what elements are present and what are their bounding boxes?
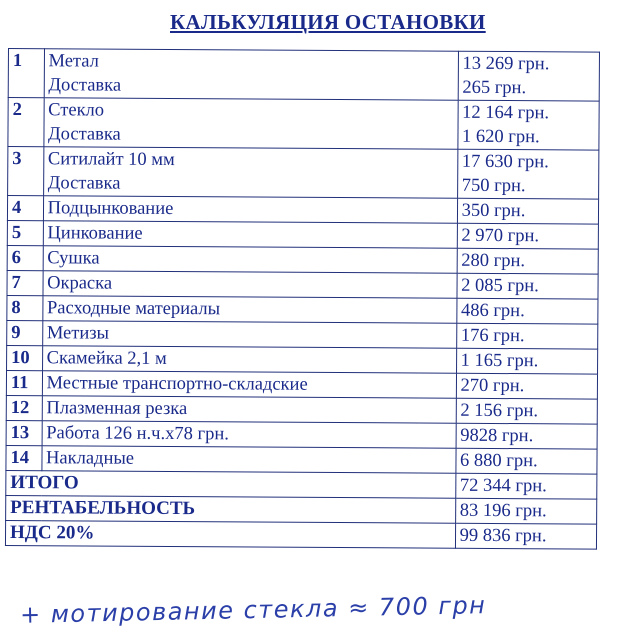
item-cell bbox=[42, 296, 456, 324]
cost-cell bbox=[456, 373, 598, 399]
cost-value: 265 грн. bbox=[462, 77, 527, 99]
table-row bbox=[7, 220, 598, 249]
item-label: Плазменная резка bbox=[46, 398, 188, 420]
table-row bbox=[6, 395, 597, 424]
item-cell bbox=[43, 271, 457, 299]
row-number: 11 bbox=[6, 370, 42, 395]
table-row bbox=[7, 295, 598, 324]
cost-cell bbox=[457, 198, 599, 224]
cost-value: 17 630 грн. bbox=[461, 151, 549, 173]
item-label: Ситилайт 10 мм bbox=[47, 149, 175, 171]
item-label: Работа 126 н.ч.х78 грн. bbox=[46, 423, 229, 445]
row-number: 5 bbox=[7, 220, 43, 245]
row-number: 2 bbox=[8, 98, 44, 147]
item-cell bbox=[42, 446, 456, 474]
cost-value: 12 164 грн. bbox=[462, 102, 550, 124]
item-label: Стекло bbox=[48, 100, 105, 121]
cost-cell bbox=[457, 223, 599, 249]
item-cell bbox=[42, 321, 456, 349]
item-cell bbox=[44, 49, 458, 101]
row-number: 8 bbox=[7, 295, 43, 320]
item-label: Цинкование bbox=[47, 223, 143, 244]
cost-cell bbox=[457, 248, 599, 274]
table-row bbox=[6, 445, 597, 474]
table-row bbox=[7, 345, 598, 374]
item-cell bbox=[42, 396, 456, 424]
item-label: Метизы bbox=[46, 323, 110, 344]
cost-cell bbox=[456, 348, 598, 374]
cost-cell bbox=[456, 398, 598, 424]
item-cell bbox=[42, 371, 456, 399]
table-body bbox=[5, 49, 599, 550]
total-label: НДС 20% bbox=[5, 520, 455, 548]
item-cell bbox=[42, 421, 456, 449]
total-value: 83 196 грн. bbox=[455, 498, 597, 524]
cost-cell bbox=[456, 423, 598, 449]
total-value: 99 836 грн. bbox=[455, 523, 597, 549]
cost-cell bbox=[456, 323, 598, 349]
cost-value: 486 грн. bbox=[460, 300, 525, 322]
row-number: 4 bbox=[7, 196, 43, 221]
table-row bbox=[7, 320, 598, 349]
total-label: РЕНТАБЕЛЬНОСТЬ bbox=[6, 495, 456, 523]
cost-value: 176 грн. bbox=[460, 325, 525, 347]
item-label: Окраска bbox=[47, 273, 113, 294]
cost-cell bbox=[457, 149, 599, 199]
document-title: КАЛЬКУЛЯЦИЯ ОСТАНОВКИ bbox=[170, 10, 486, 34]
row-number: 7 bbox=[7, 270, 43, 295]
calculation-table bbox=[5, 48, 600, 550]
cost-value: 6 880 грн. bbox=[460, 450, 538, 472]
cost-value: 9828 грн. bbox=[460, 425, 534, 447]
row-number: 6 bbox=[7, 245, 43, 270]
total-row bbox=[6, 495, 597, 524]
cost-value: 350 грн. bbox=[461, 200, 526, 222]
cost-cell bbox=[457, 273, 599, 299]
item-label: Скамейка 2,1 м bbox=[46, 348, 167, 369]
total-label: ИТОГО bbox=[6, 470, 456, 498]
row-number: 9 bbox=[7, 320, 43, 345]
table-row bbox=[8, 147, 599, 200]
handwritten-note: + мотирование стекла ≈ 700 грн bbox=[19, 591, 487, 629]
item-label: Подцынкование bbox=[47, 198, 174, 220]
item-label: Местные транспортно-складские bbox=[46, 373, 308, 395]
row-number: 3 bbox=[8, 147, 44, 196]
item-cell bbox=[43, 98, 457, 150]
row-number: 1 bbox=[8, 49, 44, 98]
cost-value: 1 620 грн. bbox=[461, 126, 540, 148]
cost-value: 2 970 грн. bbox=[461, 225, 540, 247]
table-row bbox=[7, 270, 598, 299]
cost-value: 2 085 грн. bbox=[461, 275, 539, 297]
item-label: Сушка bbox=[47, 248, 100, 269]
item-label: Доставка bbox=[48, 124, 121, 145]
cost-value: 13 269 грн. bbox=[462, 53, 550, 75]
row-number: 10 bbox=[7, 345, 43, 370]
item-cell bbox=[43, 196, 457, 224]
cost-value: 280 грн. bbox=[461, 250, 526, 272]
table-row bbox=[7, 245, 598, 274]
table-row bbox=[6, 370, 597, 399]
table-row bbox=[8, 49, 599, 102]
item-label: Расходные материалы bbox=[46, 298, 221, 320]
cost-cell bbox=[456, 448, 598, 474]
item-cell bbox=[43, 221, 457, 249]
total-row bbox=[6, 470, 597, 499]
item-cell bbox=[43, 147, 457, 199]
item-label: Накладные bbox=[46, 448, 135, 469]
cost-value: 1 165 грн. bbox=[460, 350, 539, 372]
total-value: 72 344 грн. bbox=[455, 473, 597, 499]
item-cell bbox=[43, 246, 457, 274]
cost-value: 270 грн. bbox=[460, 375, 525, 397]
item-label: Доставка bbox=[47, 173, 121, 194]
cost-value: 750 грн. bbox=[461, 175, 526, 197]
table-row bbox=[7, 196, 598, 225]
item-cell bbox=[42, 346, 456, 374]
row-number: 13 bbox=[6, 420, 42, 445]
total-row bbox=[5, 520, 596, 549]
cost-cell bbox=[458, 51, 600, 101]
row-number: 12 bbox=[6, 395, 42, 420]
row-number: 14 bbox=[6, 445, 42, 470]
item-label: Метал bbox=[48, 51, 99, 72]
table-row bbox=[8, 98, 599, 151]
cost-cell bbox=[456, 298, 598, 324]
cost-value: 2 156 грн. bbox=[460, 400, 539, 422]
table-row bbox=[6, 420, 597, 449]
cost-cell bbox=[457, 100, 599, 150]
item-label: Доставка bbox=[48, 75, 122, 96]
